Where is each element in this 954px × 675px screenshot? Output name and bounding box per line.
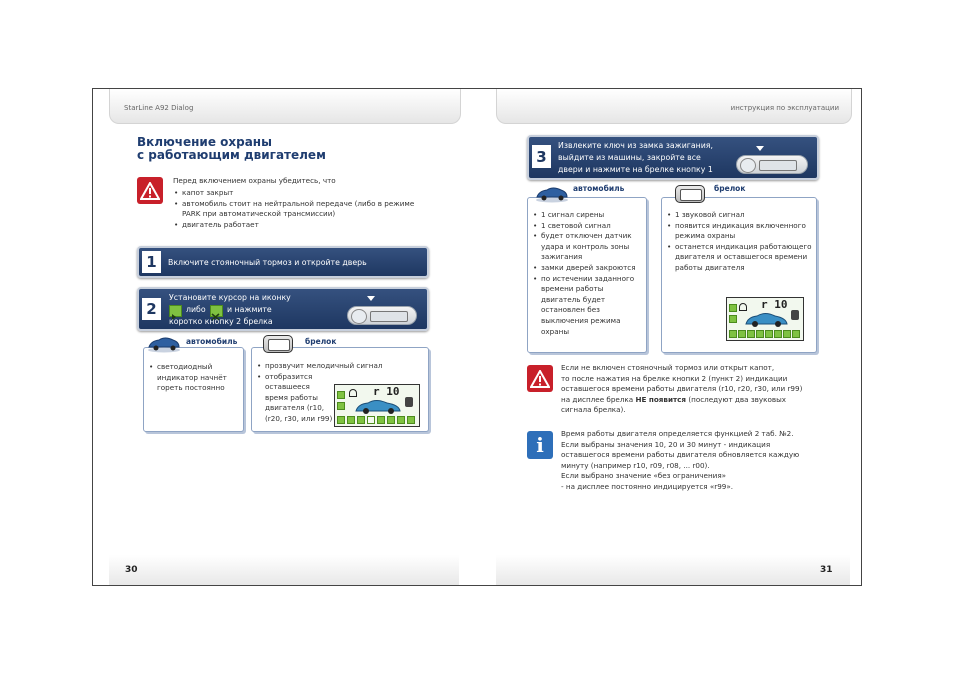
step-1-number: 1 (142, 251, 161, 273)
lcd-bottom-icon (756, 330, 764, 338)
lcd-bottom-icon (357, 416, 365, 424)
lcd-readout: r 10 (373, 385, 400, 398)
fob-button-circle (351, 309, 367, 324)
key-fob-image (736, 155, 808, 174)
warning-line: сигнала брелка). (561, 405, 626, 415)
right-header (496, 89, 852, 124)
left-header (109, 89, 461, 124)
lcd-bottom-icon (377, 416, 385, 424)
lcd-bottom-icon (387, 416, 395, 424)
lcd-bottom-icon (792, 330, 800, 338)
car-icon (147, 335, 181, 353)
fob-button-circle (740, 158, 756, 173)
lcd-bottom-icon (347, 416, 355, 424)
fob-screen-icon (268, 339, 290, 351)
lcd-car-icon (743, 310, 789, 328)
lcd-bottom-icon (337, 416, 345, 424)
car-panel-right-label: автомобиль (573, 184, 625, 193)
step-1-box (137, 246, 429, 278)
warning-text (561, 363, 851, 416)
step-2-line1: Установите курсор на иконку (169, 293, 291, 302)
page-number-left: 30 (125, 565, 138, 575)
step-3-number: 3 (532, 145, 551, 168)
car-panel-left-list (148, 362, 240, 394)
right-header-title: инструкция по эксплуатации (730, 104, 839, 112)
step-2-number: 2 (142, 298, 161, 320)
step-2-box (137, 287, 429, 331)
lcd-bottom-icon (783, 330, 791, 338)
page-number-right: 31 (820, 565, 833, 575)
step-3-line2: выйдите из машины, закройте все (558, 153, 701, 162)
conditions-list (173, 188, 423, 230)
car-panel-left-label: автомобиль (186, 337, 238, 346)
cursor-arrow-icon (756, 146, 764, 151)
lcd-readout: r 10 (761, 298, 788, 311)
fob-buttons (759, 160, 797, 171)
lcd-bottom-icon (407, 416, 415, 424)
info-line: Если выбрано значение «без ограничения» (561, 471, 727, 481)
lcd-bottom-icon (765, 330, 773, 338)
warning-line: оставшегося времени работы двигателя (r10, r20, r30, или r99) (561, 384, 803, 394)
lcd-indicator-icon (337, 391, 345, 399)
info-line: минуту (например r10, r09, r08, ... r00). (561, 460, 710, 470)
fob-icon (263, 335, 293, 353)
list-item: • останется индикация работающего двигателя и оставшегося времени работы двигателя (666, 242, 812, 274)
step-2-line3: коротко кнопку 2 брелка (169, 317, 273, 326)
lcd-bottom-icon (367, 416, 375, 424)
car-panel-right-list (532, 210, 642, 337)
page-title-line1: Включение охраны (137, 135, 272, 149)
fob-icon (675, 185, 705, 203)
warning-emphasis: НЕ появится (635, 394, 687, 404)
key-fob-image (347, 306, 417, 325)
fob-buttons (370, 311, 408, 322)
lcd-bottom-icon (738, 330, 746, 338)
info-line: оставшегося времени работы двигателя обновляется каждую (561, 450, 800, 460)
lcd-indicator-icon (337, 402, 345, 410)
warning-line: то после нажатия на брелке кнопки 2 (пункт 2) индикации (561, 373, 788, 383)
list-item: • прозвучит мелодичный сигнал (256, 361, 435, 372)
car-icon (535, 185, 569, 203)
cursor-arrow-icon (367, 296, 375, 301)
list-item: • появится индикация включенного режима охраны (666, 221, 812, 242)
list-item: • 1 сигнал сирены (532, 210, 642, 221)
lcd-bottom-icon (747, 330, 755, 338)
lcd-indicator-icon (729, 315, 737, 323)
car-panel-left (143, 347, 244, 432)
manual-spread (92, 88, 862, 586)
step-1-text: Включите стояночный тормоз и откройте дверь (168, 258, 367, 267)
car-panel-right (527, 197, 647, 353)
list-item: • по истечении заданного времени работы двигатель будет остановлен без выключения режима охраны (532, 274, 642, 338)
info-line: Время работы двигателя определяется функцией 2 таб. №2. (561, 429, 794, 438)
fob-panel-right-list (666, 210, 812, 274)
warning-icon (527, 365, 553, 392)
list-item: • 1 световой сигнал (532, 221, 642, 232)
warning-icon (137, 177, 163, 204)
lcd-car-icon (353, 397, 403, 415)
step-3-line3: двери и нажмите на брелке кнопку 1 (558, 165, 713, 174)
step-3-box (527, 135, 819, 180)
lcd-signal-icon (405, 397, 413, 407)
step-2-or: либо (186, 305, 206, 314)
list-item: • отобразится оставшееся время работы двигателя (r10, (r20, r30, или r99) (256, 372, 334, 425)
warning-line: Если не включен стояночный тормоз или открыт капот, (561, 363, 775, 372)
info-line: Если выбраны значения 10, 20 и 30 минут - индикация (561, 439, 771, 449)
info-icon: i (527, 431, 553, 459)
fob-panel-right (661, 197, 817, 353)
lcd-signal-icon (791, 310, 799, 320)
lcd-bottom-icon (774, 330, 782, 338)
list-item: • 1 звуковой сигнал (666, 210, 812, 221)
lcd-indicator-icon (729, 304, 737, 312)
list-item: • замки дверей закроются (532, 263, 642, 274)
info-text (561, 429, 851, 493)
fob-lcd-right (726, 297, 804, 341)
list-item: • капот закрыт (173, 188, 423, 199)
step-3-line1: Извлеките ключ из замка зажигания, (558, 141, 713, 150)
fob-panel-left-list (256, 361, 383, 425)
fob-panel-left-label: брелок (305, 337, 337, 346)
fob-panel-right-label: брелок (714, 184, 746, 193)
lock-icon (349, 389, 357, 397)
list-item: • светодиодный индикатор начнёт гореть постоянно (148, 362, 240, 394)
list-item: • двигатель работает (173, 220, 423, 231)
fob-screen-icon (680, 189, 702, 201)
warning-line: на дисплее брелка НЕ появится (последуют два звуковых (561, 394, 787, 404)
list-item: • автомобиль стоит на нейтральной передаче (либо в режиме PARK при автоматической трансмиссии) (173, 199, 423, 220)
lcd-bottom-icon (729, 330, 737, 338)
page-title-line2: с работающим двигателем (137, 148, 326, 162)
left-header-title: StarLine A92 Dialog (124, 104, 194, 112)
info-line: - на дисплее постоянно индицируется «r99». (561, 481, 734, 491)
step-2-and: и нажмите (227, 305, 272, 314)
list-item: • будет отключен датчик удара и контроль зоны зажигания (532, 231, 642, 263)
fob-panel-left (251, 347, 429, 432)
lcd-bottom-icon (397, 416, 405, 424)
page-title (137, 136, 326, 162)
right-footer (496, 555, 850, 585)
fob-lcd-left (334, 384, 420, 427)
left-footer (109, 555, 459, 585)
intro-text: Перед включением охраны убедитесь, что (173, 176, 336, 185)
